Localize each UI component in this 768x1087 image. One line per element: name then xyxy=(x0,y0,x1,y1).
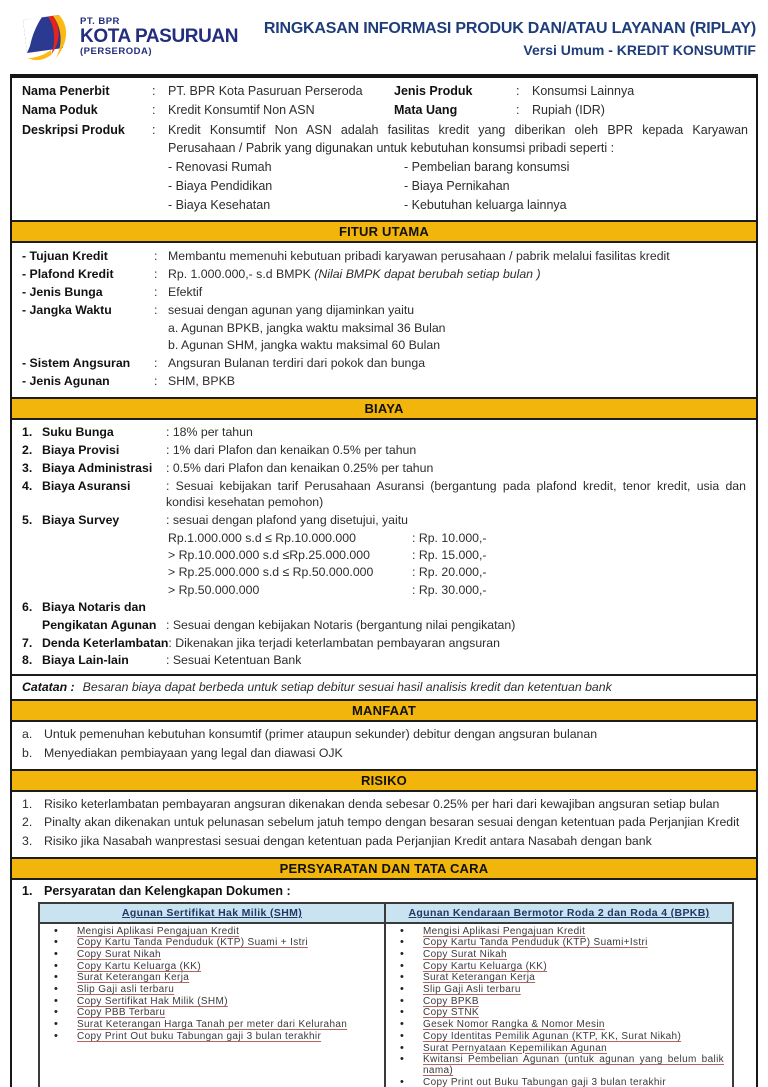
table-header-bpkb xyxy=(386,904,732,924)
checklist-item xyxy=(390,972,724,983)
biaya-item xyxy=(22,512,746,528)
biaya-label-administrasi: Biaya Administrasi xyxy=(42,460,153,475)
item-number: 1. xyxy=(22,797,33,811)
info-value-mata-uang: Rupiah (IDR) xyxy=(532,102,605,117)
fitur-value-jenis-agunan: SHM, BPKB xyxy=(168,374,235,389)
item-number: 6. xyxy=(22,599,33,614)
fitur-row xyxy=(22,302,746,318)
example-item: - Pembelian barang konsumsi xyxy=(404,160,570,174)
checklist-item-text: Mengisi Aplikasi Pengajuan Kredit xyxy=(423,925,586,937)
info-value-jenis-produk: Konsumsi Lainnya xyxy=(532,84,635,98)
risiko-text: Risiko keterlambatan pembayaran angsuran dikenakan denda sebesar 0.25% per hari dari kewajiban angsuran setiap bulan xyxy=(44,797,720,811)
biaya-label-notaris-line2: Pengikatan Agunan xyxy=(42,617,157,632)
fitur-value-jangka-waktu: sesuai dengan agunan yang dijaminkan yaitu xyxy=(168,302,415,317)
colon: : xyxy=(154,302,158,317)
manfaat-item xyxy=(22,726,746,742)
checklist-item xyxy=(390,949,724,960)
section-header-persyaratan: PERSYARATAN DAN TATA CARA xyxy=(12,857,756,880)
checklist-item-text: Slip Gaji asli terbaru xyxy=(77,984,175,996)
risiko-item xyxy=(22,796,746,812)
document-body xyxy=(10,74,758,1087)
biaya-item xyxy=(22,442,746,458)
checklist-item-text: Copy Kartu Keluarga (KK) xyxy=(77,960,202,972)
fitur-row xyxy=(22,266,746,282)
biaya-value-denda: : Dikenakan jika terjadi keterlambatan pembayaran angsuran xyxy=(168,635,500,650)
colon: : xyxy=(154,267,158,282)
fitur-row xyxy=(22,284,746,300)
item-number: 2. xyxy=(22,442,33,457)
item-number: 8. xyxy=(22,653,33,668)
biaya-value-administrasi: : 0.5% dari Plafon dan kenaikan 0.25% per tahun xyxy=(166,460,434,475)
item-letter: b. xyxy=(22,745,33,760)
checklist-item xyxy=(390,1007,724,1018)
info-label-nama-produk: Nama Poduk xyxy=(22,102,98,117)
item-number: 7. xyxy=(22,635,33,650)
company-logo xyxy=(20,12,238,64)
info-value-nama-produk: Kredit Konsumtif Non ASN xyxy=(168,102,315,117)
item-number: 2. xyxy=(22,815,33,830)
survey-fee: : Rp. 10.000,- xyxy=(412,530,487,545)
checklist-item xyxy=(44,949,376,960)
examples-right-column xyxy=(404,158,748,214)
biaya-value-survey: : sesuai dengan plafond yang disetujui, yaitu xyxy=(166,512,409,527)
survey-fee-row xyxy=(168,530,746,546)
checklist-item xyxy=(390,1054,724,1076)
survey-fee: : Rp. 20.000,- xyxy=(412,565,487,580)
biaya-label-lain-lain: Biaya Lain-lain xyxy=(42,653,129,668)
checklist-item xyxy=(390,1031,724,1042)
info-row xyxy=(22,82,748,101)
survey-range: > Rp.10.000.000 s.d ≤Rp.25.000.000 xyxy=(168,547,370,562)
checklist-item xyxy=(44,972,376,983)
checklist-item-text: Copy Print Out buku Tabungan gaji 3 bulan terakhir xyxy=(77,1030,322,1042)
checklist-item xyxy=(390,937,724,948)
example-item: - Renovasi Rumah xyxy=(168,160,272,174)
checklist-item xyxy=(390,996,724,1007)
fitur-label-sistem-angsuran: - Sistem Angsuran xyxy=(22,356,131,371)
item-letter: a. xyxy=(22,727,33,742)
biaya-section xyxy=(12,420,756,674)
manfaat-item xyxy=(22,745,746,761)
survey-range: > Rp.50.000.000 xyxy=(168,582,260,597)
checklist-item-text: Surat Pernyataan Kepemilikan Agunan xyxy=(423,1042,608,1054)
example-item: - Biaya Kesehatan xyxy=(168,197,271,212)
checklist-item-text: Gesek Nomor Rangka & Nomor Mesin xyxy=(423,1019,605,1031)
bpr-kota-pasuruan-logo-icon xyxy=(20,12,74,64)
checklist-item-text: Copy Kartu Tanda Penduduk (KTP) Suami + Istri xyxy=(77,937,308,949)
biaya-value-notaris: : Sesuai dengan kebijakan Notaris (bergantung nilai pengikatan) xyxy=(166,617,516,632)
biaya-label-denda: Denda Keterlambatan xyxy=(42,635,169,650)
biaya-item xyxy=(22,460,746,476)
item-number: 5. xyxy=(22,512,33,527)
examples-left-column xyxy=(168,158,404,214)
spacer xyxy=(166,599,746,615)
logo-company-suffix: (PERSERODA) xyxy=(80,45,153,57)
plafond-note: (Nilai BMPK dapat berubah setiap bulan ) xyxy=(314,267,541,282)
document-title-block xyxy=(264,12,756,58)
catatan-text: Besaran biaya dapat berbeda untuk setiap debitur sesuai hasil analisis kredit dan ketentuan bank xyxy=(82,680,612,695)
survey-fee-row xyxy=(168,547,746,563)
checklist-item xyxy=(390,984,724,995)
colon: : xyxy=(152,84,156,98)
colon: : xyxy=(152,122,156,137)
fitur-label-jenis-agunan: - Jenis Agunan xyxy=(22,374,110,389)
risiko-text: Risiko jika Nasabah wanprestasi sesuai dengan ketentuan pada Perjanjian Kredit antara Nasabah dengan bank xyxy=(44,833,652,848)
biaya-catatan xyxy=(12,674,756,699)
fitur-value-jenis-bunga: Efektif xyxy=(168,284,203,299)
biaya-label-survey: Biaya Survey xyxy=(42,512,120,527)
section-header-biaya: BIAYA xyxy=(12,397,756,420)
checklist-item xyxy=(44,1019,376,1030)
plafond-amount: Rp. 1.000.000,- s.d BMPK xyxy=(168,267,315,282)
checklist-item-text: Copy STNK xyxy=(423,1007,479,1019)
checklist-item xyxy=(44,1007,376,1018)
survey-fee-row xyxy=(168,582,746,598)
checklist-item xyxy=(390,1043,724,1054)
colon: : xyxy=(154,374,158,389)
persyaratan-intro-text: Persyaratan dan Kelengkapan Dokumen : xyxy=(44,884,291,899)
info-label-nama-penerbit: Nama Penerbit xyxy=(22,84,110,98)
example-item: - Kebutuhan keluarga lainnya xyxy=(404,197,567,212)
catatan-label: Catatan : xyxy=(22,680,75,695)
info-row-deskripsi xyxy=(22,121,748,159)
logo-company-name: KOTA PASURUAN xyxy=(80,25,239,47)
usage-examples xyxy=(168,158,748,214)
info-label-jenis-produk: Jenis Produk xyxy=(394,84,473,98)
biaya-label-suku-bunga: Suku Bunga xyxy=(42,425,114,439)
checklist-item-text: Copy Print out Buku Tabungan gaji 3 bulan terakhir xyxy=(423,1077,667,1087)
survey-fee-row xyxy=(168,564,746,580)
checklist-item xyxy=(44,937,376,948)
risiko-item xyxy=(22,814,746,830)
biaya-item xyxy=(22,617,746,633)
info-label-mata-uang: Mata Uang xyxy=(394,102,458,117)
fitur-label-jenis-bunga: - Jenis Bunga xyxy=(22,284,103,299)
spacer xyxy=(22,617,42,633)
item-number: 4. xyxy=(22,478,33,493)
biaya-label-asuransi: Biaya Asuransi xyxy=(42,478,131,493)
checklist-item xyxy=(390,1019,724,1030)
checklist-item-text: Copy Surat Nikah xyxy=(423,949,507,960)
checklist-item-text: Copy Kartu Keluarga (KK) xyxy=(423,960,548,972)
jangka-waktu-option-b: b. Agunan SHM, jangka waktu maksimal 60 Bulan xyxy=(168,338,441,353)
item-number: 1. xyxy=(22,425,33,439)
jangka-waktu-option-a: a. Agunan BPKB, jangka waktu maksimal 36 Bulan xyxy=(168,320,446,335)
colon: : xyxy=(154,249,158,264)
document-title: RINGKASAN INFORMASI PRODUK DAN/ATAU LAYANAN (RIPLAY) xyxy=(263,20,756,37)
risiko-item xyxy=(22,833,746,849)
item-number: 3. xyxy=(22,833,33,848)
section-header-fitur-utama: FITUR UTAMA xyxy=(12,220,756,243)
table-header-shm xyxy=(40,904,386,924)
fitur-row xyxy=(22,373,746,389)
manfaat-text: Untuk pemenuhan kebutuhan konsumtif (primer ataupun sekunder) debitur dengan angsuran bulanan xyxy=(44,727,598,742)
checklist-item-text: Copy Surat Nikah xyxy=(77,949,161,960)
biaya-value-lain-lain: : Sesuai Ketentuan Bank xyxy=(166,653,302,668)
fitur-row xyxy=(22,248,746,264)
checklist-item-text: Surat Keterangan Kerja xyxy=(423,972,536,984)
colon: : xyxy=(154,284,158,299)
checklist-item xyxy=(390,926,724,937)
checklist-item xyxy=(44,961,376,972)
checklist-item xyxy=(44,984,376,995)
biaya-item xyxy=(22,478,746,511)
survey-range: Rp.1.000.000 s.d ≤ Rp.10.000.000 xyxy=(168,530,356,545)
survey-fee: : Rp. 30.000,- xyxy=(412,582,487,597)
checklist-item-text: Slip Gaji Asli terbaru xyxy=(423,984,521,996)
product-info-section xyxy=(12,78,756,220)
fitur-utama-section xyxy=(12,243,756,397)
biaya-value-suku-bunga: : 18% per tahun xyxy=(166,425,253,439)
checklist-item xyxy=(44,926,376,937)
fitur-row xyxy=(22,355,746,371)
checklist-item-text: Kwitansi Pembelian Agunan (untuk agunan yang belum balik nama) xyxy=(423,1054,724,1077)
persyaratan-intro xyxy=(12,880,756,900)
colon: : xyxy=(516,84,520,98)
checklist-item-text: Surat Keterangan Kerja xyxy=(77,972,190,984)
checklist-item-text: Surat Keterangan Harga Tanah per meter dari Kelurahan xyxy=(77,1019,348,1031)
checklist-item-text: Copy PBB Terbaru xyxy=(77,1007,166,1019)
fitur-label-tujuan-kredit: - Tujuan Kredit xyxy=(22,249,108,264)
fitur-value-plafond-kredit xyxy=(168,266,746,282)
checklist-item xyxy=(390,961,724,972)
manfaat-text: Menyediakan pembiayaan yang legal dan diawasi OJK xyxy=(44,745,343,760)
risiko-section xyxy=(12,792,756,857)
checklist-item-text: Copy Kartu Tanda Penduduk (KTP) Suami+Istri xyxy=(423,937,648,949)
checklist-item-text: Copy BPKB xyxy=(423,995,479,1007)
manfaat-section xyxy=(12,722,756,769)
shm-requirements-column xyxy=(40,924,386,1087)
biaya-value-asuransi: : Sesuai kebijakan tarif Perusahaan Asuransi (bergantung pada plafond kredit, tenor kredit, usia dan kondisi kesehatan pemohon) xyxy=(166,478,746,509)
biaya-item xyxy=(22,424,746,440)
colon: : xyxy=(154,356,158,371)
document-requirements-table xyxy=(38,902,734,1087)
biaya-item xyxy=(22,652,746,668)
fitur-value-tujuan-kredit: Membantu memenuhi kebutuan pribadi karyawan perusahaan / pabrik melalui fasilitas kredit xyxy=(168,249,670,264)
table-header-text: Agunan Sertifikat Hak Milik (SHM) xyxy=(121,907,303,920)
info-row xyxy=(22,101,748,120)
checklist-item xyxy=(390,1077,724,1087)
example-item: - Biaya Pendidikan xyxy=(168,178,273,193)
info-value-nama-penerbit: PT. BPR Kota Pasuruan Perseroda xyxy=(168,84,363,98)
logo-text-block xyxy=(80,12,238,57)
section-header-manfaat: MANFAAT xyxy=(12,699,756,722)
info-value-deskripsi: Kredit Konsumtif Non ASN adalah fasilitas kredit yang diberikan oleh BPR kepada Karyawan Perusahaan / Pabrik yang digunakan untuk kebutuhan konsumsi pribadi seperti : xyxy=(168,122,748,156)
checklist-item-text: Mengisi Aplikasi Pengajuan Kredit xyxy=(77,925,240,937)
table-header-text: Agunan Kendaraan Bermotor Roda 2 dan Roda 4 (BPKB) xyxy=(408,907,710,920)
biaya-label-notaris-line1: Biaya Notaris dan xyxy=(42,599,146,614)
biaya-item xyxy=(22,635,746,651)
checklist-item-text: Copy Sertifikat Hak Milik (SHM) xyxy=(77,995,228,1007)
biaya-item xyxy=(22,599,746,615)
bpkb-requirements-column xyxy=(386,924,732,1087)
fitur-value-sistem-angsuran: Angsuran Bulanan terdiri dari pokok dan bunga xyxy=(168,356,426,371)
biaya-value-provisi: : 1% dari Plafon dan kenaikan 0.5% per tahun xyxy=(166,442,417,457)
checklist-item xyxy=(44,996,376,1007)
item-number: 1. xyxy=(22,884,33,899)
fitur-label-plafond-kredit: - Plafond Kredit xyxy=(22,267,114,282)
logo-company-prefix: PT. BPR xyxy=(80,16,120,27)
document-subtitle: Versi Umum - KREDIT KONSUMTIF xyxy=(523,42,756,58)
info-label-deskripsi: Deskripsi Produk xyxy=(22,122,125,137)
item-number: 3. xyxy=(22,460,33,475)
example-item: - Biaya Pernikahan xyxy=(404,178,510,193)
colon: : xyxy=(152,102,156,117)
colon: : xyxy=(516,102,520,117)
checklist-item xyxy=(44,1031,376,1042)
survey-fee: : Rp. 15.000,- xyxy=(412,547,487,562)
fitur-label-jangka-waktu: - Jangka Waktu xyxy=(22,302,112,317)
document-header xyxy=(0,0,768,74)
biaya-label-provisi: Biaya Provisi xyxy=(42,442,120,457)
survey-range: > Rp.25.000.000 s.d ≤ Rp.50.000.000 xyxy=(168,565,374,580)
risiko-text: Pinalty akan dikenakan untuk pelunasan sebelum jatuh tempo dengan besaran sesuai dengan ketentuan pada Perjanjian Kredit xyxy=(44,815,740,830)
section-header-risiko: RISIKO xyxy=(12,769,756,792)
checklist-item-text: Copy Identitas Pemilik Agunan (KTP, KK, Surat Nikah) xyxy=(423,1030,682,1042)
